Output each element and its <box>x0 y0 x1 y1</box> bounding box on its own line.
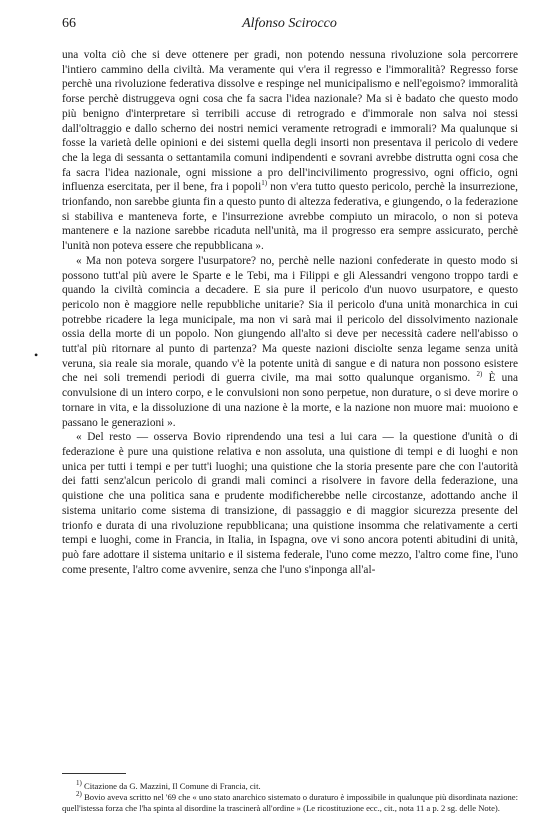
footnote-2-marker: 2) <box>76 790 82 799</box>
footnote-1-text: Citazione da G. Mazzini, Il Comune di Francia, cit. <box>84 781 261 791</box>
paragraph-1-text: una volta ciò che si deve ottenere per gradi, non potendo nessuna rivoluzione sola percorrere l'intiero cammino della civiltà. Ma veramente qui v'era il regresso e l'immoralità? Regresso forse perchè una rivoluzione federativa dissolve e respinge nel municipalismo e nell'egoismo? immoralità forse perchè distruggeva ogni cosa che fa sacra l'idea nazionale? Ma si è badato che questo modo più benigno d'interpretare sì terribili accuse di retrogrado e d'immorale non salva noi stessi dall'oltraggio e dallo scherno dei nostri nemici veramente retrogradi e immorali? Ma qualunque si fosse la varietà delle opinioni e dei sistemi quella degli insorti non presentava il pericolo di vedere che la lega di sessanta o settantamila comuni indipendenti e sovrani avrebbe distrutta ogni cosa che fa sacra l'idea nazionale, ogni missione a pro dell'incivilimento progressivo, ogni officio, ogni influenza esercitata, per il bene, fra i popoli <box>62 49 518 194</box>
paragraph-2-text: « Ma non poteva sorgere l'usurpatore? no, perchè nelle nazioni confederate in questo modo si possono tutt'al più avere le Sparte e le Tebi, ma i Filippi e gli Alessandri vengono troppo tardi e quando la civiltà comincia a decadere. E sia pure il pericolo d'un nuovo usurpatore, e questo pericolo non è maggiore nelle repubbliche unitarie? Sia il pericolo d'una unità monarchica in cui potrebbe ricadere la lega municipale, ma non vi sarà mai il pericolo del dissolvimento nazionale ossia della morte di un popolo. Non giungendo all'alto si deve per necessità cadere nell'abisso o tutt'al più ritornare al punto di partenza? Ma queste nazioni disciolte senza legame senza unità veruna, sia reale sia morale, quando v'è la potente unità di sangue e di natura non possono esistere che nei soli tremendi periodi di guerra civile, ma mai sotto qualunque organismo. <box>62 254 518 385</box>
main-text <box>62 48 518 577</box>
margin-mark: • <box>34 348 39 362</box>
paragraph-1-tail: non v'era tutto questo pericolo, perchè la insurrezione, trionfando, non sarebbe giunta fin a questo punto di altezza federativa, e giungendo, o la federazione si stabiliva e manteneva forte, e l'insurrezione avrebbe compiuto un miracolo, o non si poteva mantenere e la nazione sarebbe ricaduta nell'unità, ma il progresso era sempre assicurato, perchè l'unità non poteva essere che repubblicana ». <box>62 181 518 253</box>
note-reference-2: 2) <box>476 370 483 379</box>
footnote-1-marker: 1) <box>76 779 82 788</box>
paragraph-3-text: « Del resto — osserva Bovio riprendendo una tesi a lui cara — la questione d'unità o di federazione è pure una quistione relativa e non assoluta, una quistione di tempi e di luoghi e non unica per tutti i tempi e per tutt'i luoghi; una quistione che la storia presente pare che con l'autorità dei fatti senz'alcun pericolo di grandi mali cominci a risolvere in favore della federazione, una quistione che una politica sana e prudente modificherebbe nelle circostanze, adottando anche il sistema unitario come sistema di transizione, di passaggio e di maggior sicurezza presente del trionfo e durata di una rivoluzione repubblicana; una quistione insomma che relativamente a certi tempi e luoghi, come in Francia, in Italia, in Ispagna, ove vi sono ancora potenti abitudini di unità, può fare adottare il sistema unitario e il sistema federale, l'uno come mezzo, l'altro come fine, l'uno come presente, l'altro come avvenire, senza che l'uno s'inponga all'al- <box>62 431 518 576</box>
running-title: Alfonso Scirocco <box>242 16 337 31</box>
footnote-2-text: Bovio aveva scritto nel '69 che « uno stato anarchico sistemato o duraturo è impossibile in qualunque più disordinata nazione: quell'istessa forza che l'ha spinta al disordine la trascinerà all'ordine » (Le ricostituzione ecc., cit., nota 11 a p. 2 sg. delle Note). <box>62 792 518 814</box>
paragraph-2-tail: È una convulsione di un intero corpo, e le convulsioni non sono perpetue, non durature, o si deve morire o tornare in vita, e la dissoluzione di una nazione è la morte, e la nazione non muore mai: muoiono e passano le generazioni ». <box>62 372 518 429</box>
paragraph-3 <box>62 430 518 577</box>
page-header <box>62 16 517 36</box>
paragraph-1 <box>62 48 518 254</box>
footnote-rule <box>62 773 126 774</box>
footnote-2 <box>62 792 518 814</box>
footnotes <box>62 781 518 815</box>
note-reference-1: 1) <box>261 179 268 188</box>
page-number: 66 <box>62 16 76 31</box>
footnote-1 <box>62 781 518 792</box>
paragraph-2 <box>62 254 518 430</box>
